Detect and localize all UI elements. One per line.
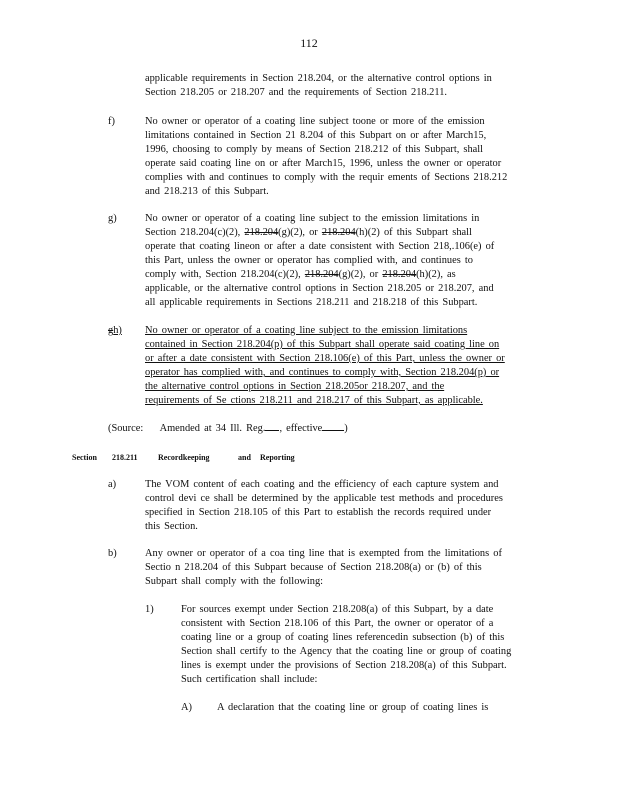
- para-a-label: a): [108, 479, 117, 490]
- para-b1-line-3: coating line or a group of coating lines referencedin subsection (b) of this: [181, 632, 505, 643]
- para-f-line-6: and 218.213 of this Subpart.: [145, 186, 269, 197]
- para-a-line-3: specified in Section 218.105 of this Part to establish the records required under: [145, 507, 492, 518]
- para-h-line-1: No owner or operator of a coating line subject to the emission limitations: [145, 325, 468, 336]
- para-a-line-4: this Section.: [145, 521, 198, 532]
- para-g-line-2-a: Section 218.204(c)(2),: [145, 227, 241, 238]
- para-g-line-2-b: (g)(2), or: [278, 227, 318, 238]
- para-g-label: g): [108, 213, 117, 224]
- intro-line-1: applicable requirements in Section 218.204, or the alternative control options in: [145, 73, 492, 84]
- para-b1-line-4: Section shall certify to the Agency that the coating line or group of coating: [181, 646, 512, 657]
- para-h-label: [108, 324, 122, 337]
- para-g-line-7: all applicable requirements in Sections 218.211 and 218.218 of this Subpart.: [145, 297, 478, 308]
- blank-line: [265, 421, 279, 431]
- source-open: (Source:: [108, 423, 144, 434]
- section-number: 218.211: [112, 453, 138, 462]
- page-number: 112: [300, 36, 318, 50]
- para-g-line-4: this Part, unless the owner or operator has complied with, and continues to: [145, 255, 473, 266]
- para-g-line-5-b: (g)(2), or: [338, 269, 379, 280]
- struck-text: 218.204: [321, 227, 356, 238]
- para-b1-line-6: Such certification shall include:: [181, 674, 318, 685]
- para-b1-line-2: consistent with Section 218.106 of this Part, the owner or operator of a: [181, 618, 494, 629]
- para-f-label: f): [108, 116, 115, 127]
- para-f-line-5: complies with and continues to comply with the requir ements of Sections 218.212: [145, 172, 508, 183]
- para-b1-line-1: For sources exempt under Section 218.208(a) of this Subpart, by a date: [181, 604, 494, 615]
- para-h-line-4: operator has complied with, and continues to comply with, Section 218.204(p) or: [145, 367, 500, 378]
- struck-text: 218.204: [382, 269, 417, 280]
- para-a-line-2: control devi ce shall be determined by the applicable test methods and procedures: [145, 493, 503, 504]
- source-effective: , effective: [279, 423, 323, 434]
- para-b1-label: 1): [145, 604, 154, 615]
- para-f-line-1: No owner or operator of a coating line subject toone or more of the emission: [145, 116, 485, 127]
- intro-line-2: Section 218.205 or 218.207 and the requirements of Section 218.211.: [145, 87, 447, 98]
- para-A-label: A): [181, 702, 192, 713]
- para-b-line-3: Subpart shall comply with the following:: [145, 576, 324, 587]
- para-f-line-3: 1996, choosing to comply by means of Section 218.212 of this Subpart, shall: [145, 144, 484, 155]
- para-g-line-5: [145, 268, 456, 281]
- para-h-line-5: the alternative control options in Section 218.205or 218.207, and the: [145, 381, 445, 392]
- para-g-line-2: [145, 226, 472, 239]
- section-title-2: and: [238, 453, 251, 462]
- source-close: ): [344, 423, 348, 434]
- para-g-line-5-a: comply with, Section 218.204(c)(2),: [145, 269, 301, 280]
- para-b1-line-5: lines is exempt under the provisions of Section 218.208(a) of this Subpart.: [181, 660, 507, 671]
- section-title-1: Recordkeeping: [158, 453, 210, 462]
- struck-text: 218.204: [304, 269, 339, 280]
- para-g-line-2-c: (h)(2) of this Subpart shall: [355, 227, 472, 238]
- para-A-line-1: A declaration that the coating line or group of coating lines is: [217, 702, 489, 713]
- para-b-label: b): [108, 548, 117, 559]
- para-f-line-4: operate said coating line on or after March15, 1996, unless the owner or operator: [145, 158, 502, 169]
- para-b-line-2: Sectio n 218.204 of this Subpart because of Section 218.208(a) or (b) of this: [145, 562, 482, 573]
- para-f-line-2: limitations contained in Section 21 8.204 of this Subpart on or after March15,: [145, 130, 487, 141]
- para-h-line-3: or after a date consistent with Section 218.106(e) of this Part, unless the owner or: [145, 353, 505, 364]
- para-g-line-1: No owner or operator of a coating line subject to the emission limitations in: [145, 213, 480, 224]
- para-h-line-2: contained in Section 218.204(p) of this Subpart shall operate said coating line on: [145, 339, 500, 350]
- para-g-line-3: operate that coating lineon or after a date consistent with Section 218,.106(e) of: [145, 241, 495, 252]
- para-g-line-6: applicable, or the alternative control options in Section 218.205 or 218.207, and: [145, 283, 494, 294]
- source-amended: Amended at 34 Ill. Reg.: [159, 423, 266, 434]
- struck-text: 218.204: [244, 227, 279, 238]
- section-title-3: Reporting: [260, 453, 295, 462]
- para-a-line-1: The VOM content of each coating and the efficiency of each capture system and: [145, 479, 499, 490]
- para-h-line-6: requirements of Se ctions 218.211 and 218.217 of this Subpart, as applicable.: [145, 395, 483, 406]
- inserted-label: h): [113, 325, 122, 336]
- source-note: [108, 421, 348, 435]
- para-b-line-1: Any owner or operator of a coa ting line that is exempted from the limitations of: [145, 548, 502, 559]
- blank-line: [322, 421, 344, 431]
- para-g-line-5-c: (h)(2), as: [416, 269, 456, 280]
- struck-label: g: [108, 325, 114, 336]
- section-word: Section: [72, 453, 97, 462]
